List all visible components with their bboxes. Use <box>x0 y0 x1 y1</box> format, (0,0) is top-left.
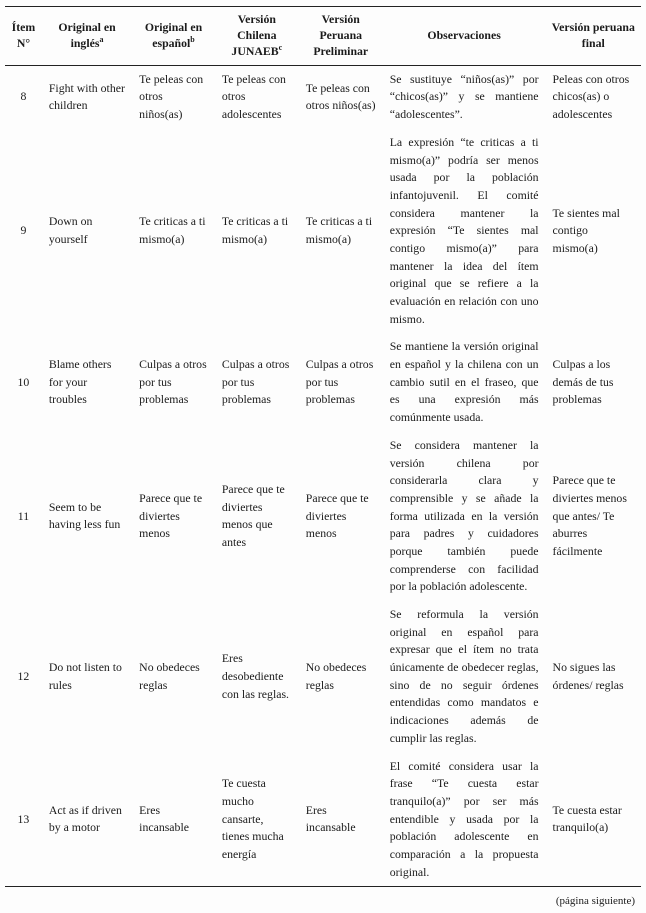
cell-english: Fight with other children <box>48 80 125 113</box>
col-header-peruvian-final-label: Versión peruana final <box>551 19 635 50</box>
header-superscript: c <box>278 42 283 52</box>
cell-peruvian-final: Te sientes mal contigo mismo(a) <box>552 205 620 255</box>
cell-english: Seem to be having less fun <box>48 499 121 532</box>
col-header-chilean-label: Versión Chilena JUNAEB <box>231 12 279 58</box>
page-footer-note: (página siguiente) <box>555 895 635 908</box>
cell-item: 10 <box>17 374 30 389</box>
cell-item: 8 <box>20 89 27 104</box>
cell-english: Down on yourself <box>48 214 93 247</box>
cell-peruvian-preliminary: Parece que te diviertes menos <box>305 490 369 541</box>
cell-chilean: Parece que te diviertes menos que antes <box>221 482 285 550</box>
header-row <box>5 7 641 66</box>
cell-spanish: Te criticas a ti mismo(a) <box>139 214 206 247</box>
cell-item: 13 <box>17 811 30 826</box>
cell-peruvian-preliminary: Culpas a otros por tus problemas <box>305 357 374 407</box>
table-row <box>5 753 641 887</box>
cell-observations: El comité considera usar la frase “Te cuesta estar tranquilo(a)” por ser más entendible y usada por la población adolescente en comparación a la propuesta original. <box>389 758 539 879</box>
cell-chilean: Te criticas a ti mismo(a) <box>221 214 289 247</box>
cell-item: 11 <box>17 508 30 523</box>
cell-spanish: Culpas a otros por tus problemas <box>139 357 207 407</box>
cell-observations: Se reformula la versión original en español para expresar que el ítem no trata únicamente de obedecer reglas, sino de no seguir órdenes entendidas como mandatos e indicaciones además de cumplir las reglas. <box>389 607 539 745</box>
cell-spanish: No obedeces reglas <box>139 660 200 692</box>
cell-peruvian-preliminary: Eres incansable <box>305 802 356 835</box>
col-header-item-label: Ítem N° <box>11 19 36 50</box>
col-header-spanish-label: Original en español <box>144 19 203 50</box>
col-header-spanish <box>132 7 215 66</box>
cell-item: 9 <box>20 223 27 238</box>
col-header-chilean <box>215 7 299 66</box>
cell-observations: Se sustituye “niños(as)” por “chicos(as)” y se mantiene “adolescentes”. <box>389 71 539 122</box>
table-row <box>5 129 641 334</box>
cell-english: Do not listen to rules <box>48 660 122 692</box>
cell-chilean: Te peleas con otros adolescentes <box>221 71 286 122</box>
cell-english: Blame others for your troubles <box>48 357 112 407</box>
cell-peruvian-final: Culpas a los demás de tus problemas <box>552 357 614 407</box>
cell-spanish: Eres incansable <box>139 802 189 835</box>
cell-chilean: Eres desobediente con las reglas. <box>221 651 289 701</box>
col-header-peruvian-preliminary <box>299 7 383 66</box>
cell-peruvian-preliminary: Te peleas con otros niños(as) <box>305 80 376 113</box>
cell-peruvian-final: Peleas con otros chicos(as) o adolescentes <box>552 71 630 122</box>
cell-peruvian-final: Parece que te diviertes menos que antes/ Te aburres fácilmente <box>552 473 627 558</box>
col-header-peruvian-preliminary-label: Versión Peruana Preliminar <box>313 12 369 58</box>
cell-english: Act as if driven by a motor <box>48 802 122 835</box>
cell-observations: Se considera mantener la versión chilena por considerarla clara y comprensible y se añade la forma utilizada en la versión para padres y cuidadores porque también puede comprenderse con facilidad por la población adolescente. <box>389 437 539 594</box>
header-superscript: b <box>190 34 195 44</box>
translation-adaptation-table <box>5 6 641 887</box>
col-header-english <box>42 7 132 66</box>
cell-item: 12 <box>17 668 30 683</box>
cell-peruvian-final: Te cuesta estar tranquilo(a) <box>552 802 622 835</box>
cell-chilean: Te cuesta mucho cansarte, tienes mucha energía <box>221 776 284 861</box>
cell-observations: La expresión “te criticas a ti mismo(a)” podría ser menos usada por la población infantojuvenil. El comité considera mantener la expresión “Te sientes mal contigo mismo(a)” para mantener la idea del ítem original que se refiere a la evaluación en relación con uno mismo. <box>389 134 539 326</box>
table-row <box>5 432 641 601</box>
cell-observations: Se mantiene la versión original en español y la chilena con un cambio sutil en el fraseo, que es una expresión más comúnmente usada. <box>389 339 539 425</box>
col-header-item <box>5 7 42 66</box>
cell-peruvian-final: No sigues las órdenes/ reglas <box>552 660 624 692</box>
col-header-observations <box>383 7 546 66</box>
col-header-observations-label: Observaciones <box>427 27 501 42</box>
cell-spanish: Parece que te diviertes menos <box>139 490 203 541</box>
cell-chilean: Culpas a otros por tus problemas <box>221 357 290 407</box>
header-superscript: a <box>99 34 104 44</box>
table-row <box>5 333 641 431</box>
col-header-english-label: Original en inglés <box>58 19 116 50</box>
table-row <box>5 601 641 753</box>
cell-spanish: Te peleas con otros niños(as) <box>139 71 204 122</box>
table-row <box>5 65 641 129</box>
cell-peruvian-preliminary: No obedeces reglas <box>305 660 367 692</box>
col-header-peruvian-final <box>546 7 641 66</box>
cell-peruvian-preliminary: Te criticas a ti mismo(a) <box>305 214 373 247</box>
